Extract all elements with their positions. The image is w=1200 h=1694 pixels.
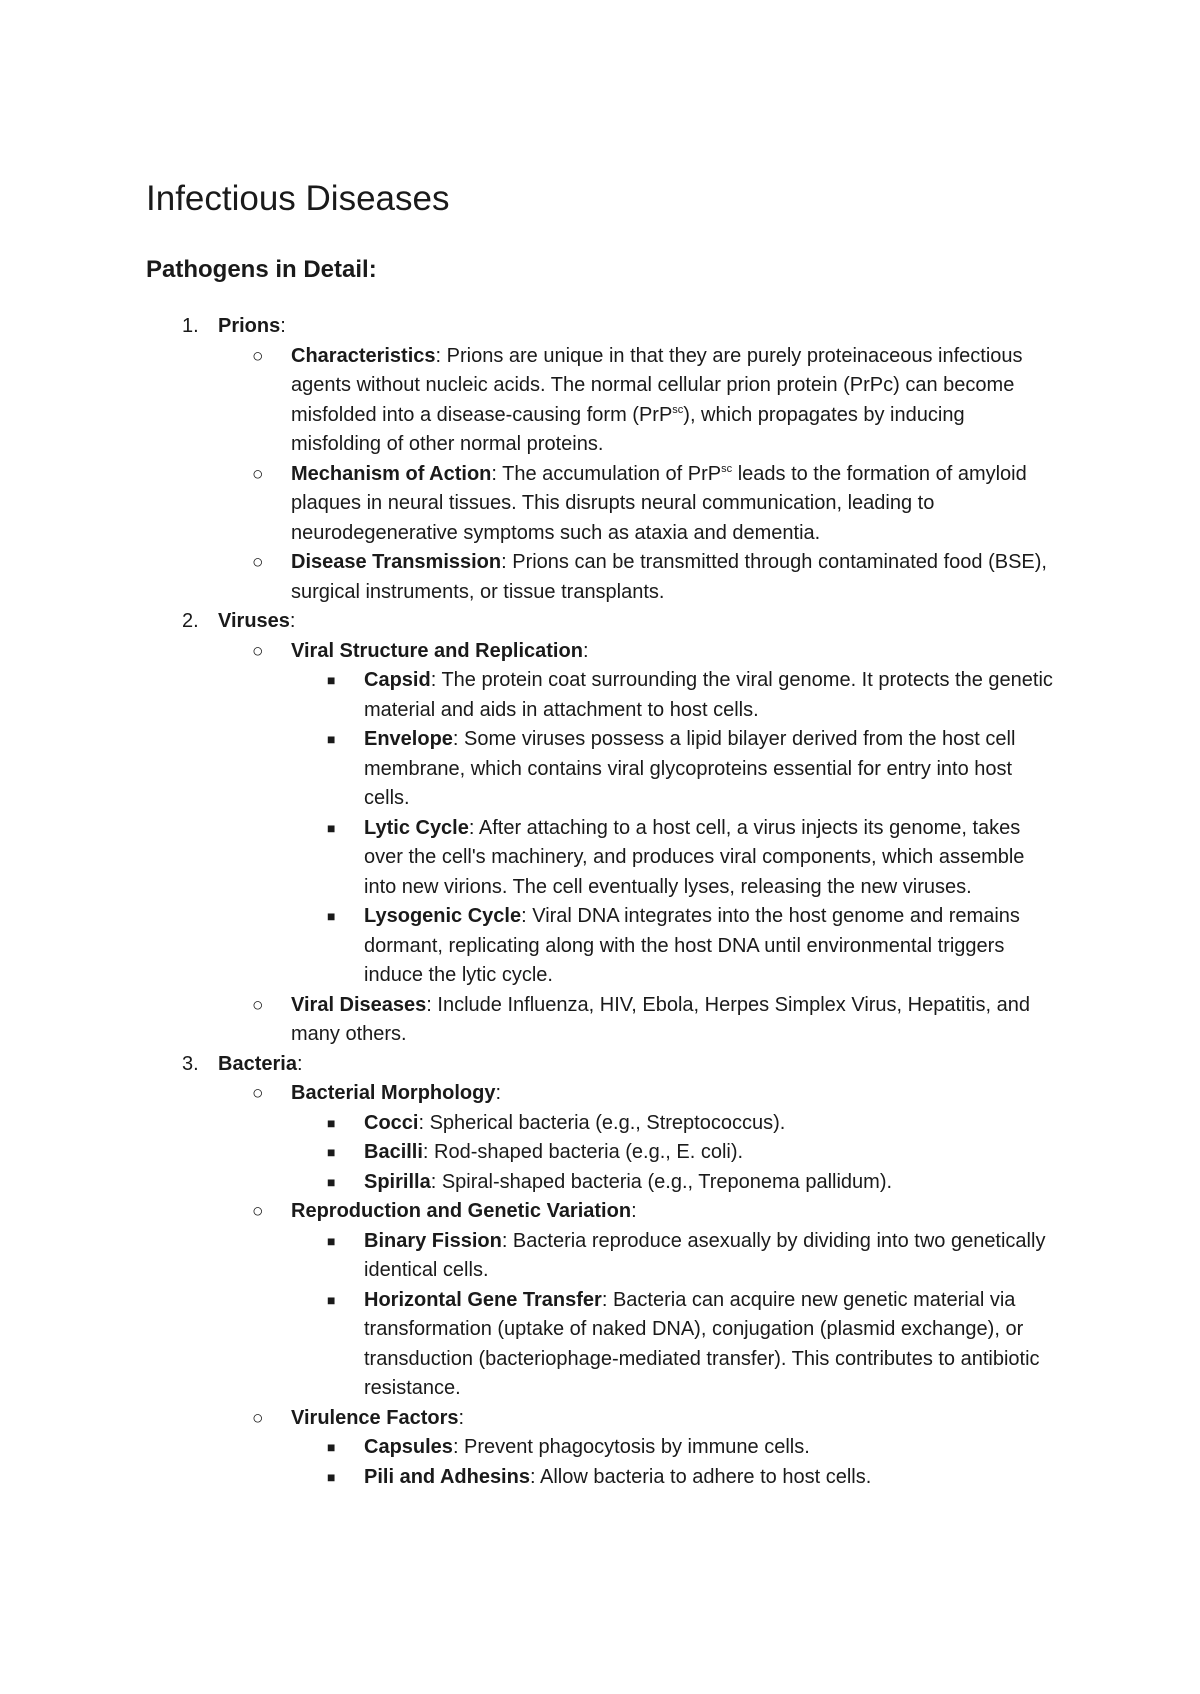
sub-sub-item-horizontal-gene-transfer (0, 1286, 1058, 1404)
item-text: : Bacteria reproduce asexually by dividing into two genetically identical cells. (364, 1229, 1046, 1281)
item-text: : (631, 1200, 637, 1222)
item-label: Bacilli (364, 1141, 423, 1163)
sub-item-mechanism-of-action (0, 460, 1058, 549)
item-label: Disease Transmission (291, 551, 502, 573)
item-label: Capsules (364, 1436, 453, 1458)
sub-sub-item-capsid (0, 666, 1058, 725)
sub-sub-item-binary-fission (0, 1227, 1058, 1286)
item-label: Bacteria (218, 1052, 297, 1075)
list-number: 3. (182, 1052, 199, 1075)
square-bullet-icon: ■ (327, 819, 336, 836)
hollow-circle-bullet-icon: ○ (252, 1201, 264, 1222)
item-label: Lytic Cycle (364, 816, 469, 839)
item-label: Bacterial Morphology (291, 1082, 496, 1104)
list-item-bacteria: 3. Bacteria: (0, 1050, 1058, 1080)
square-bullet-icon: ■ (327, 1114, 336, 1131)
sub-item-bacterial-morphology (0, 1079, 1058, 1109)
section-heading: Pathogens in Detail: (146, 256, 377, 283)
sub-sub-item-cocci (0, 1109, 1058, 1139)
item-text: : Prevent phagocytosis by immune cells. (452, 1436, 810, 1458)
square-bullet-icon: ■ (327, 1144, 336, 1160)
sub-sub-item-envelope (0, 725, 1058, 814)
item-text: : Allow bacteria to adhere to host cells. (529, 1465, 872, 1488)
item-label: Viral Structure and Replication (291, 639, 583, 662)
pathogen-list (0, 312, 1200, 1492)
item-text: : (458, 1406, 465, 1429)
square-bullet-icon: ■ (327, 672, 336, 688)
item-text: : Some viruses possess a lipid bilayer derived from the host cell membrane, which contains viral glycoproteins essential for entry into host cells. (364, 728, 1016, 809)
square-bullet-icon: ■ (327, 1173, 336, 1190)
sub-item-viral-diseases (0, 991, 1058, 1050)
sub-sub-item-lysogenic-cycle (0, 902, 1058, 991)
superscript: sc (672, 403, 684, 416)
item-text: : Spiral-shaped bacteria (e.g., Treponema pallidum). (430, 1170, 893, 1193)
hollow-circle-bullet-icon: ○ (252, 463, 264, 485)
item-label: Virulence Factors (291, 1406, 459, 1429)
square-bullet-icon: ■ (327, 1232, 336, 1249)
sub-item-characteristics (0, 342, 1058, 460)
item-text: leads to the formation of amyloid plaques in neural tissues. This disrupts neural communication, leading to neurodegenerative symptoms such as ataxia and dementia. (291, 462, 1027, 544)
sub-sub-item-capsules (0, 1433, 1058, 1463)
item-text: : Prions are unique in that they are purely proteinaceous infectious agents without nucleic acids. The normal cellular prion protein (PrPc) can become misfolded into a disease-causing form (PrP (291, 344, 1023, 426)
item-label: Capsid (364, 669, 431, 691)
square-bullet-icon: ■ (327, 908, 336, 924)
superscript: sc (721, 462, 733, 475)
page-title: Infectious Diseases (146, 179, 450, 218)
item-text: : The protein coat surrounding the viral genome. It protects the genetic material and aids in attachment to host cells. (364, 669, 1053, 721)
sub-sub-item-pili-and-adhesins (0, 1463, 1058, 1493)
square-bullet-icon: ■ (327, 731, 336, 747)
sub-item-virulence-factors (0, 1404, 1058, 1434)
item-label: Characteristics (291, 344, 436, 367)
square-bullet-icon: ■ (327, 1291, 336, 1308)
item-text: : The accumulation of PrP (491, 462, 722, 485)
item-text: : Spherical bacteria (e.g., Streptococcus). (418, 1111, 786, 1134)
hollow-circle-bullet-icon: ○ (252, 345, 264, 367)
item-text: : (495, 1082, 502, 1104)
hollow-circle-bullet-icon: ○ (252, 1083, 264, 1104)
sub-sub-item-spirilla (0, 1168, 1058, 1198)
sub-item-viral-structure (0, 637, 1058, 667)
item-label: Pili and Adhesins (364, 1465, 530, 1488)
item-label: Prions (218, 315, 281, 337)
sub-item-disease-transmission (0, 548, 1058, 607)
item-label: Envelope (364, 728, 453, 750)
sub-item-reproduction (0, 1197, 1058, 1227)
sub-sub-item-bacilli (0, 1138, 1058, 1168)
item-text: : Rod-shaped bacteria (e.g., E. coli). (422, 1141, 744, 1163)
list-number: 2. (182, 610, 199, 632)
item-label: Spirilla (364, 1170, 431, 1193)
item-text: : (582, 639, 589, 662)
list-number: 1. (182, 315, 199, 337)
item-text: : Viral DNA integrates into the host genome and remains dormant, replicating along with the host DNA until environmental triggers induce the lytic cycle. (364, 905, 1020, 986)
item-label: Mechanism of Action (291, 462, 492, 485)
square-bullet-icon: ■ (327, 1439, 336, 1455)
item-text: ), which propagates by inducing misfolding of other normal proteins. (291, 403, 965, 455)
sub-sub-item-lytic-cycle (0, 814, 1058, 903)
item-label: Binary Fission (364, 1229, 502, 1252)
item-text: : Bacteria can acquire new genetic material via transformation (uptake of naked DNA), conjugation (plasmid exchange), or transduction (bacteriophage-mediated transfer). This contributes to antibiotic resistance. (364, 1288, 1040, 1399)
item-label: Lysogenic Cycle (364, 905, 522, 927)
square-bullet-icon: ■ (327, 1468, 336, 1485)
item-label: Viruses (218, 610, 290, 632)
item-text: : After attaching to a host cell, a virus injects its genome, takes over the cell's machinery, and produces viral components, which assemble into new virions. The cell eventually lyses, releasing the new viruses. (364, 816, 1025, 898)
item-label: Cocci (364, 1111, 419, 1134)
list-item-viruses: 2. Viruses: (0, 607, 1058, 637)
item-label: Horizontal Gene Transfer (364, 1288, 602, 1311)
item-label: Reproduction and Genetic Variation (291, 1200, 632, 1222)
hollow-circle-bullet-icon: ○ (252, 552, 264, 573)
hollow-circle-bullet-icon: ○ (252, 1407, 264, 1429)
item-text: : Prions can be transmitted through contaminated food (BSE), surgical instruments, or tissue transplants. (291, 551, 1047, 603)
hollow-circle-bullet-icon: ○ (252, 640, 264, 662)
hollow-circle-bullet-icon: ○ (252, 994, 264, 1016)
item-text: : Include Influenza, HIV, Ebola, Herpes Simplex Virus, Hepatitis, and many others. (291, 993, 1030, 1045)
list-item-prions: 1. Prions: (0, 312, 1058, 342)
item-label: Viral Diseases (291, 993, 427, 1016)
